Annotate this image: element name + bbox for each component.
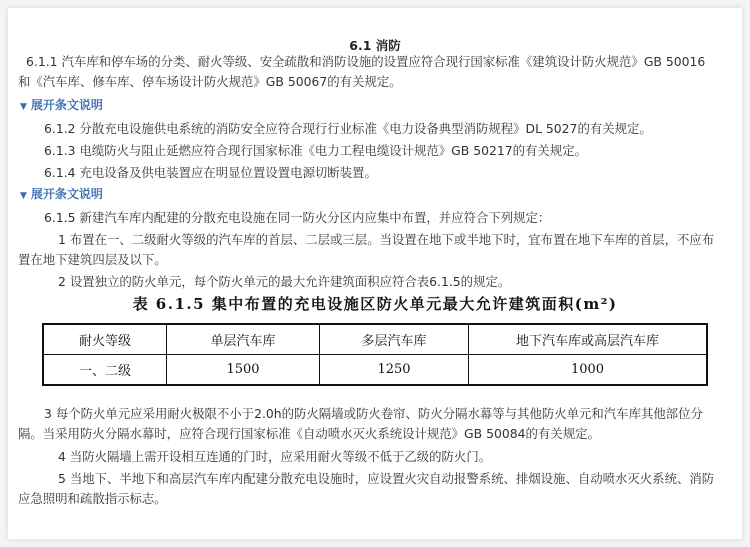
expand-explanation-toggle-1[interactable] bbox=[20, 96, 103, 113]
table-header-cell: 耐火等级 bbox=[43, 324, 167, 355]
table-cell: 1000 bbox=[469, 355, 708, 386]
item-3-line-1: 3 每个防火单元应采用耐火极限不小于2.0h的防火隔墙或防火卷帘、防火分隔水幕等与其他防火单元和汽车库其他部位分 bbox=[44, 406, 703, 421]
table-cell: 1500 bbox=[167, 355, 320, 386]
clause-6-1-1-line-1: 6.1.1 汽车库和停车场的分类、耐火等级、安全疏散和消防设施的设置应符合现行国家标准《建筑设计防火规范》GB 50016 bbox=[26, 54, 706, 69]
item-5-line-1: 5 当地下、半地下和高层汽车库内配建分散充电设施时，应设置火灾自动报警系统、排烟设施、自动喷水灭火系统、消防 bbox=[58, 471, 715, 486]
item-2: 2 设置独立的防火单元，每个防火单元的最大允许建筑面积应符合表6.1.5的规定。 bbox=[58, 274, 511, 289]
table-header-row bbox=[43, 324, 707, 355]
table-title: 表 6.1.5 集中布置的充电设施区防火单元最大允许建筑面积(m²) bbox=[132, 295, 618, 313]
table-header-cell: 单层汽车库 bbox=[167, 324, 320, 355]
expand-explanation-toggle-2[interactable] bbox=[20, 185, 103, 202]
item-1-line-2: 置在地下建筑四层及以下。 bbox=[18, 252, 167, 267]
table-cell: 1250 bbox=[320, 355, 469, 386]
table-cell: 一、二级 bbox=[43, 355, 167, 386]
clause-6-1-4: 6.1.4 充电设备及供电装置应在明显位置设置电源切断装置。 bbox=[44, 165, 377, 180]
table-header-cell: 地下汽车库或高层汽车库 bbox=[469, 324, 708, 355]
expand-explanation-label: 展开条文说明 bbox=[30, 187, 103, 201]
item-1-line-1: 1 布置在一、二级耐火等级的汽车库的首层、二层或三层。当设置在地下或半地下时，宜布置在地下车库的首层，不应布 bbox=[58, 232, 715, 247]
expand-explanation-label: 展开条文说明 bbox=[30, 98, 103, 112]
triangle-down-icon: ▼ bbox=[20, 102, 27, 112]
triangle-down-icon: ▼ bbox=[20, 191, 27, 201]
table-row bbox=[43, 355, 707, 386]
table-header-cell: 多层汽车库 bbox=[320, 324, 469, 355]
clause-6-1-2: 6.1.2 分散充电设施供电系统的消防安全应符合现行行业标准《电力设备典型消防规程》DL 5027的有关规定。 bbox=[44, 121, 652, 136]
clause-6-1-5: 6.1.5 新建汽车库内配建的分散充电设施在同一防火分区内应集中布置，并应符合下列规定： bbox=[44, 210, 551, 225]
item-5-line-2: 应急照明和疏散指示标志。 bbox=[18, 491, 167, 506]
item-4: 4 当防火隔墙上需开设相互连通的门时，应采用耐火等级不低于乙级的防火门。 bbox=[58, 449, 492, 464]
clause-6-1-3: 6.1.3 电缆防火与阻止延燃应符合现行国家标准《电力工程电缆设计规范》GB 50217的有关规定。 bbox=[44, 143, 587, 158]
clause-6-1-1-line-2: 和《汽车库、修车库、停车场设计防火规范》GB 50067的有关规定。 bbox=[18, 74, 402, 89]
item-3-line-2: 隔。当采用防火分隔水幕时，应符合现行国家标准《自动喷水灭火系统设计规范》GB 50084的有关规定。 bbox=[18, 426, 600, 441]
section-title: 6.1 消防 bbox=[349, 38, 401, 53]
fire-unit-area-table bbox=[42, 323, 708, 386]
